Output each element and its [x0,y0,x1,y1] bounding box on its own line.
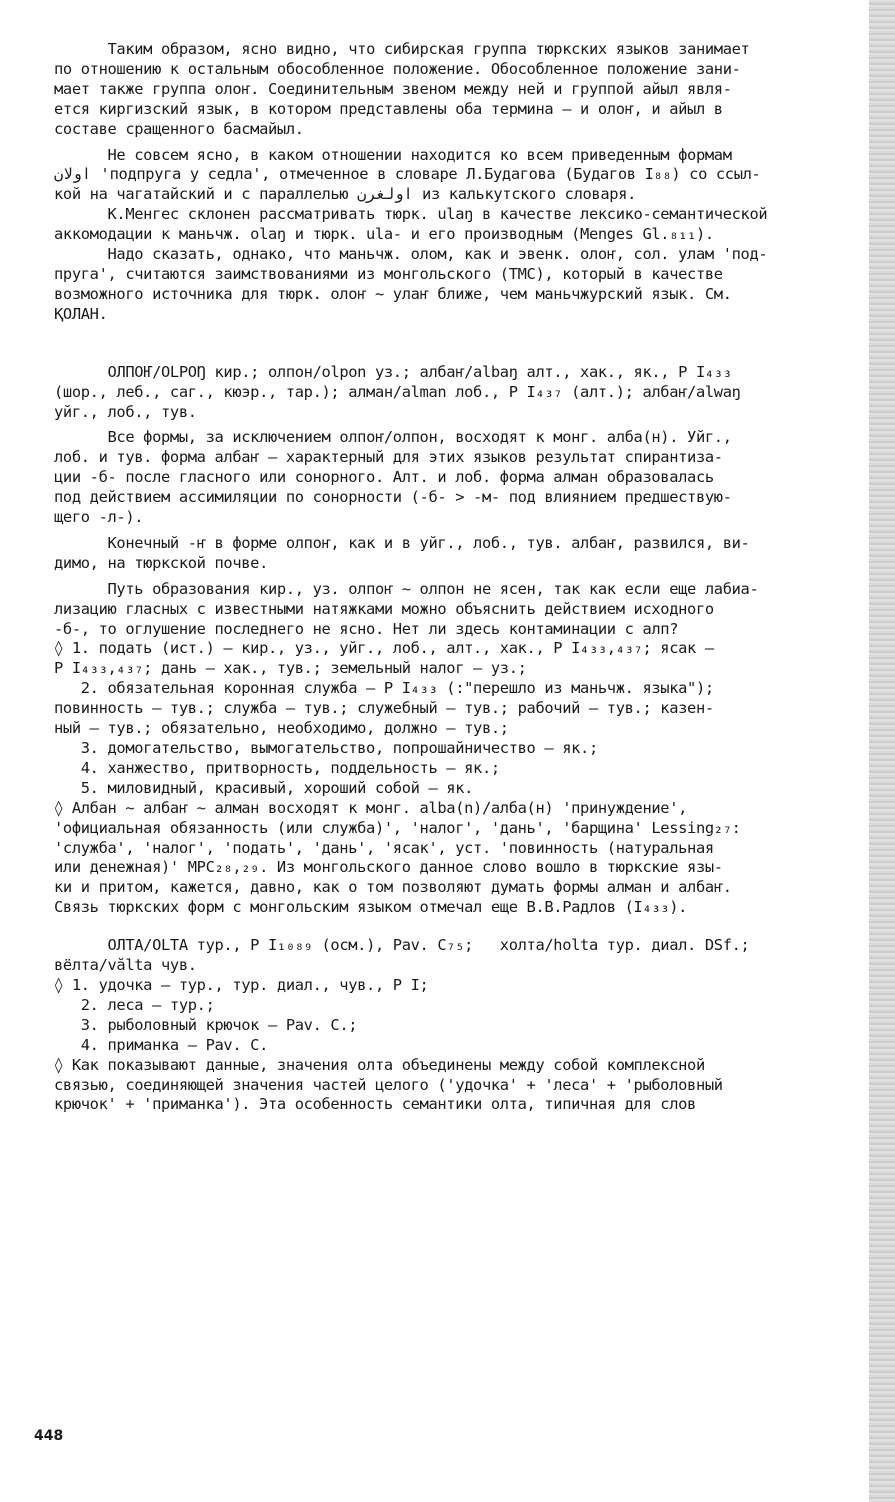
text-line: Конечный -ҥ в форме олпоҥ, как и в уйг., лоб., тув. албаҥ, развился, ви- [54,533,750,552]
text-line: اولان 'подпруга у седла', отмеченное в словаре Л.Будагова (Будагов I₈₈) со ссыл- [54,165,761,184]
document-text [54,40,852,1115]
entry-headword-line: ОЛПОҤ/OLPOŊ кир.; олпон/olpon уз.; албаҥ/albaŋ алт., хак., як., Р I₄₃₃ [54,362,732,381]
text-line: возможного источника для тюрк. олоҥ ~ улаҥ ближе, чем маньчжурский язык. См. [54,284,732,303]
text-line: Все формы, за исключением олпоҥ/олпон, восходят к монг. албa(н). Уйг., [54,428,732,447]
text-line: лоб. и тув. форма албаҥ – характерный для этих языков результат спирантиза- [54,448,723,467]
text-line: 5. миловидный, красивый, хороший собой – як. [54,778,474,797]
text-line: 2. леса – тур.; [54,995,215,1014]
text-line: Р I₄₃₃,₄₃₇; дань – хак., тув.; земельный налог – уз.; [54,659,527,678]
text-line: ◊ Как показывают данные, значения олта объединены между собой комплексной [54,1055,705,1074]
text-line: под действием ассимиляции по сонорности (-б- > -м- под влиянием предшествую- [54,488,732,507]
text-line: 4. приманка – Pav. C. [54,1035,268,1054]
text-line: вёлта/vălta чув. [54,956,197,975]
text-line: ◊ 1. удочка – тур., тур. диал., чув., Р I; [54,975,429,994]
text-line: ҚОЛАН. [54,304,108,323]
text-line: 4. ханжество, притворность, поддельность – як.; [54,758,500,777]
text-line: ки и притом, кажется, давно, как о том позволяют думать формы алман и албаҥ. [54,878,732,897]
text-line: лизацию гласных с известными натяжками можно объяснить действием исходного [54,599,714,618]
text-line: ◊ 1. подать (ист.) – кир., уз., уйг., лоб., алт., хак., Р I₄₃₃,₄₃₇; ясак – [54,639,714,658]
text-line: ется киргизский язык, в котором представлены оба термина – и олоҥ, и айыл в [54,99,723,118]
text-line: Не совсем ясно, в каком отношении находится ко всем приведенным формам [54,145,732,164]
page-number: 448 [34,1428,64,1444]
text-line: щего -л-). [54,508,144,527]
text-line: по отношению к остальным обособленное положение. Обособленное положение зани- [54,59,741,78]
text-line: мает также группа олоҥ. Соединительным звеном между ней и группой айыл явля- [54,79,732,98]
text-line: ◊ Албан ~ албаҥ ~ алман восходят к монг. alba(n)/алба(н) 'принуждение', [54,798,688,817]
section-gap [54,918,852,936]
text-line: К.Менгес склонен рассматривать тюрк. ulaŋ в качестве лексико-семантической [54,205,768,224]
text-line: 3. домогательство, вымогательство, попрошайничество – як.; [54,739,598,757]
scan-edge [869,0,895,1502]
text-line: составе сращенного басмайыл. [54,119,304,138]
text-line: 2. обязательная коронная служба – Р I₄₃₃ (:"перешло из маньчж. языка"); [54,679,714,698]
text-line: Путь образования кир., уз. олпоҥ ~ олпон не ясен, так как если еще лабиа- [54,579,759,598]
text-line: или денежная)' МРС₂₈,₂₉. Из монгольского данное слово вошло в тюркские язы- [54,858,723,877]
text-line: Надо сказать, однако, что маньчж. олом, как и эвенк. олоҥ, сол. улам 'под- [54,245,768,264]
text-line: 'служба', 'налог', 'подать', 'дань', 'ясак', уст. 'повинность (натуральная [54,838,714,857]
text-line: ный – тув.; обязательно, необходимо, должно – тув.; [54,719,509,738]
text-line: пруга', считаются заимствованиями из монгольского (ТМС), который в качестве [54,264,723,283]
text-line: Таким образом, ясно видно, что сибирская группа тюркских языков занимает [54,40,750,58]
text-line: кой на чагатайский и с параллелью اولغرن из калькутского словаря. [54,185,637,204]
text-line: Связь тюркских форм с монгольским языком отмечал еще В.В.Радлов (I₄₃₃). [54,898,688,917]
section-gap [54,325,852,363]
entry-headword-line: ОЛТА/OLTA тур., Р I₁₀₈₉ (осм.), Pav. C₇₅; холта/holta тур. диал. DSf.; [54,936,750,955]
text-line: (шор., леб., саг., кюэр., тар.); алман/alman лоб., Р I₄₃₇ (алт.); албаҥ/alwaŋ [54,382,741,401]
text-line: крючок' + 'приманка'). Эта особенность семантики олта, типичная для слов [54,1095,696,1114]
text-line: ции -б- после гласного или сонорного. Алт. и лоб. форма алман образовалась [54,468,714,487]
text-line: аккомодации к маньчж. olaŋ и тюрк. ula- и его производным (Menges Gl.₈₁₁). [54,225,714,244]
text-line: -б-, то оглушение последнего не ясно. Нет ли здесь контаминации с алп? [54,619,679,638]
text-line: уйг., лоб., тув. [54,402,197,421]
text-line: 3. рыболовный крючок – Pav. C.; [54,1015,358,1034]
text-line: димо, на тюркской почве. [54,553,268,572]
text-line: 'официальная обязанность (или служба)', 'налог', 'дань', 'барщина' Lessing₂₇: [54,818,741,837]
text-line: связью, соединяющей значения частей целого ('удочка' + 'леса' + 'рыболовный [54,1075,723,1094]
text-line: повинность – тув.; служба – тув.; служебный – тув.; рабочий – тув.; казен- [54,699,714,718]
